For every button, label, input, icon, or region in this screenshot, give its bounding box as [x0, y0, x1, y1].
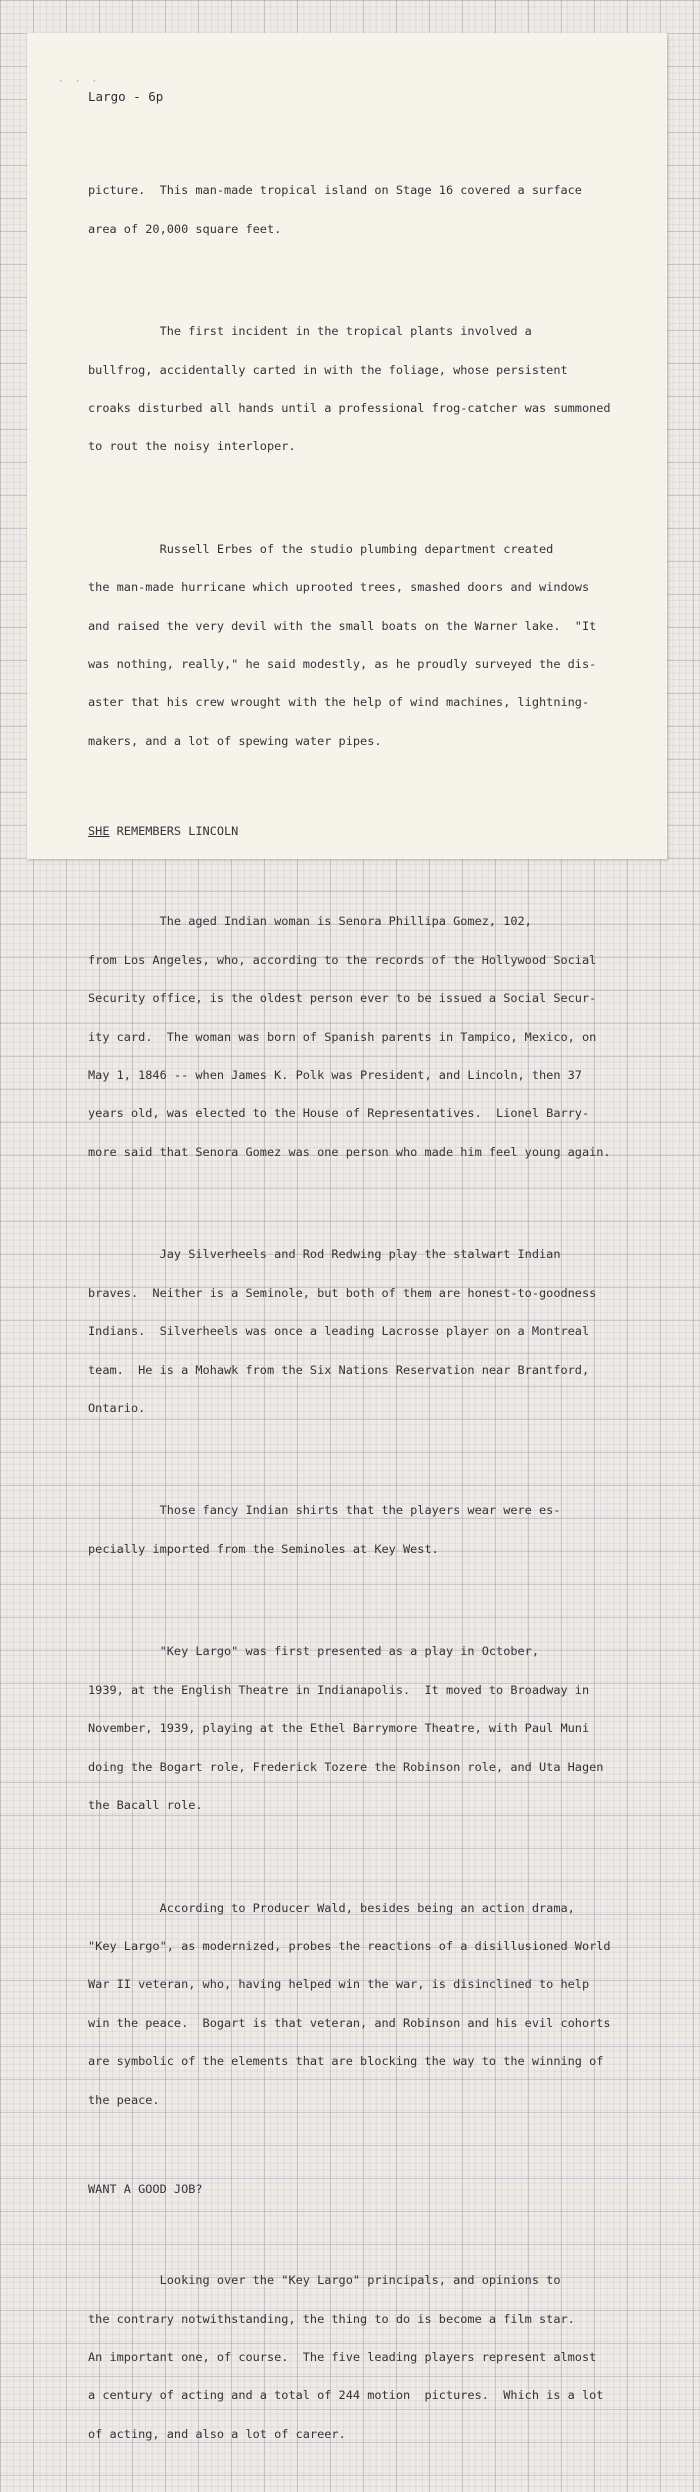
text-line: "Key Largo", as modernized, probes the reactions of a disillusioned World [88, 1938, 611, 1953]
text-line: team. He is a Mohawk from the Six Nations Reservation near Brantford, [88, 1362, 590, 1377]
text-line: makers, and a lot of spewing water pipes. [88, 733, 382, 748]
paragraph-2 [88, 300, 648, 479]
text-line: the peace. [88, 2092, 160, 2107]
text-line: Looking over the "Key Largo" principals, and opinions to [88, 2273, 561, 2288]
text-line: from Los Angeles, who, according to the records of the Hollywood Social [88, 952, 597, 967]
text-line: Ontario. [88, 1400, 146, 1415]
text-line: area of 20,000 square feet. [88, 221, 282, 236]
text-line: picture. This man-made tropical island on Stage 16 covered a surface [88, 183, 582, 198]
paragraph-3 [88, 517, 648, 773]
text-line: Those fancy Indian shirts that the players wear were es- [88, 1503, 561, 1518]
text-line: War II veteran, who, having helped win the war, is disinclined to help [88, 1977, 590, 1992]
paragraph-1 [88, 159, 648, 261]
text-line: May 1, 1846 -- when James K. Polk was President, and Lincoln, then 37 [88, 1067, 582, 1082]
paragraph-7 [88, 1620, 648, 1838]
text-line: the man-made hurricane which uprooted trees, smashed doors and windows [88, 580, 590, 595]
paragraph-4 [88, 890, 648, 1184]
text-line: "Key Largo" was first presented as a play in October, [88, 1644, 540, 1659]
text-line: more said that Senora Gomez was one person who made him feel young again. [88, 1144, 611, 1159]
paragraph-9 [88, 2249, 648, 2467]
text-line: braves. Neither is a Seminole, but both of them are honest-to-goodness [88, 1285, 597, 1300]
text-line: pecially imported from the Seminoles at Key West. [88, 1541, 439, 1556]
text-line: The first incident in the tropical plants involved a [88, 324, 532, 339]
text-line: are symbolic of the elements that are blocking the way to the winning of [88, 2054, 604, 2069]
text-line: and raised the very devil with the small boats on the Warner lake. "It [88, 618, 597, 633]
text-line: doing the Bogart role, Frederick Tozere the Robinson role, and Uta Hagen [88, 1759, 604, 1774]
text-line: November, 1939, playing at the Ethel Barrymore Theatre, with Paul Muni [88, 1721, 590, 1736]
corner-marks: · · · [58, 77, 101, 87]
paragraph-8 [88, 1876, 648, 2132]
text-line: a century of acting and a total of 244 motion pictures. Which is a lot [88, 2388, 604, 2403]
text-line: ity card. The woman was born of Spanish parents in Tampico, Mexico, on [88, 1029, 597, 1044]
text-line: According to Producer Wald, besides being an action drama, [88, 1900, 575, 1915]
section-heading-lincoln [88, 825, 648, 838]
heading-rest: REMEMBERS LINCOLN [109, 823, 239, 838]
text-line: The aged Indian woman is Senora Phillipa Gomez, 102, [88, 914, 532, 929]
text-line: the Bacall role. [88, 1798, 203, 1813]
section-heading-good-job: WANT A GOOD JOB? [88, 2182, 203, 2197]
text-line: 1939, at the English Theatre in Indianapolis. It moved to Broadway in [88, 1682, 590, 1697]
document-body [88, 133, 648, 2492]
text-line: croaks disturbed all hands until a professional frog-catcher was summoned [88, 400, 611, 415]
text-line: aster that his crew wrought with the help of wind machines, lightning- [88, 695, 590, 710]
paragraph-6 [88, 1479, 648, 1581]
text-line: An important one, of course. The five leading players represent almost [88, 2349, 597, 2364]
heading-underlined-word: SHE [88, 823, 110, 838]
text-line: win the peace. Bogart is that veteran, and Robinson and his evil cohorts [88, 2015, 611, 2030]
text-line: Indians. Silverheels was once a leading Lacrosse player on a Montreal [88, 1324, 590, 1339]
text-line: Jay Silverheels and Rod Redwing play the stalwart Indian [88, 1247, 561, 1262]
text-line: bullfrog, accidentally carted in with the foliage, whose persistent [88, 362, 568, 377]
text-line: of acting, and also a lot of career. [88, 2426, 346, 2441]
page-header: Largo - 6p [88, 89, 164, 104]
text-line: was nothing, really," he said modestly, as he proudly surveyed the dis- [88, 657, 597, 672]
text-line: Security office, is the oldest person ever to be issued a Social Secur- [88, 991, 597, 1006]
text-line: to rout the noisy interloper. [88, 439, 296, 454]
text-line: years old, was elected to the House of Representatives. Lionel Barry- [88, 1106, 590, 1121]
text-line: the contrary notwithstanding, the thing to do is become a film star. [88, 2311, 575, 2326]
text-line: Russell Erbes of the studio plumbing department created [88, 541, 554, 556]
paragraph-5 [88, 1223, 648, 1441]
